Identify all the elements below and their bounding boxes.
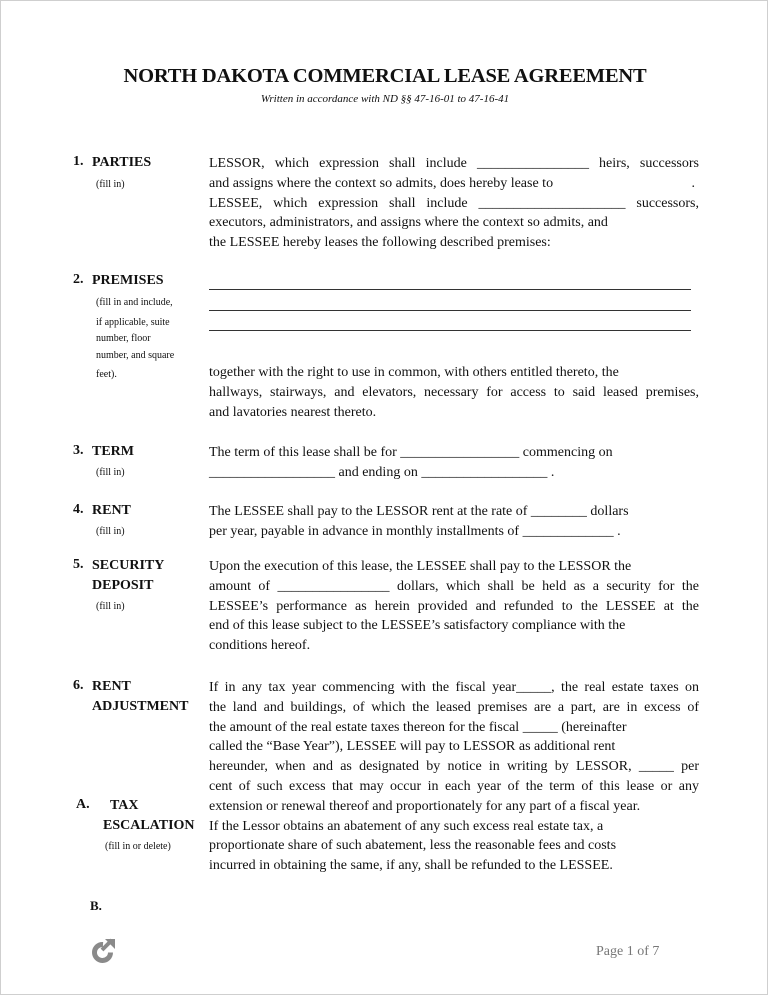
section-number: 1.: [73, 154, 84, 169]
section-body: [209, 678, 699, 876]
body-line: the land and buildings, of which the leased premises are a part, are in excess of: [209, 699, 699, 715]
body-line: [209, 174, 699, 194]
section-body: [209, 363, 699, 422]
body-line: conditions hereof.: [209, 638, 311, 654]
note-line: number, and square: [96, 349, 175, 361]
note-line: (fill in and include,: [96, 297, 173, 308]
body-line: the amount of the real estate taxes thereon for the fiscal _____ (hereinafter: [209, 719, 627, 735]
subsection-a-letter: A.: [76, 797, 90, 812]
body-line: LESSOR, which expression shall include ________________ heirs, successors: [209, 156, 699, 171]
premises-blank-lines: [209, 272, 699, 334]
note-line: if applicable, suite: [96, 316, 170, 328]
body-line: hallways, stairways, and elevators, necessary for access to said leased premises,: [209, 384, 699, 400]
section-heading: SECURITY: [92, 558, 165, 573]
body-line: incurred in obtaining the same, if any, shall be refunded to the LESSEE.: [209, 858, 613, 874]
section-note: (fill in): [96, 601, 125, 612]
body-line: the LESSEE hereby leases the following described premises:: [209, 235, 551, 251]
body-line: executors, administrators, and assigns where the context so admits, and: [209, 215, 608, 231]
premises-fill-line-2[interactable]: [209, 293, 691, 311]
body-line: LESSEE’s performance as herein provided and refunded to the LESSEE at the: [209, 598, 699, 614]
body-line: extension or renewal thereof and proportionately for any part of a fiscal year.: [209, 798, 641, 814]
section-body: [209, 502, 699, 542]
body-line: per year, payable in advance in monthly installments of _____________ .: [209, 523, 621, 539]
body-line: If the Lessor obtains an abatement of any such excess real estate tax, a: [209, 818, 604, 834]
subsection-b-letter: B.: [90, 898, 102, 913]
section-number: 6.: [73, 678, 84, 693]
section-heading: TERM: [92, 444, 134, 459]
section-heading: RENT: [92, 503, 131, 518]
section-heading-line-2: ADJUSTMENT: [92, 699, 189, 714]
section-note: [96, 295, 174, 384]
document-subtitle: Written in accordance with ND §§ 47-16-01 to 47-16-41: [260, 93, 510, 105]
section-body: [209, 154, 699, 253]
body-line: If in any tax year commencing with the fiscal year_____, the real estate taxes on: [209, 680, 699, 695]
body-line: proportionate share of such abatement, less the reasonable fees and costs: [209, 838, 617, 854]
section-heading: RENT: [92, 679, 131, 694]
body-line: together with the right to use in common, with others entitled thereto, the: [209, 365, 619, 380]
subsection-a-note: (fill in or delete): [105, 841, 171, 852]
section-note: (fill in): [96, 179, 125, 190]
body-line: cent of such excess that may occur in each year of the term of this lease or any: [209, 778, 699, 794]
page-number: Page 1 of 7: [596, 944, 660, 959]
subsection-a-heading-line-2: ESCALATION: [103, 818, 195, 833]
body-line: The LESSEE shall pay to the LESSOR rent at the rate of ________ dollars: [209, 504, 629, 519]
body-line: Upon the execution of this lease, the LESSEE shall pay to the LESSOR the: [209, 559, 632, 574]
eforms-arrow-logo-icon: [90, 937, 118, 965]
section-body: [209, 443, 699, 483]
body-line-text: and assigns where the context so admits, does hereby lease to: [209, 175, 554, 191]
section-heading: PREMISES: [92, 273, 164, 288]
body-line: called the “Base Year”), LESSEE will pay to LESSOR as additional rent: [209, 739, 616, 755]
section-heading-line-2: DEPOSIT: [92, 578, 154, 593]
body-line: __________________ and ending on __________________ .: [209, 464, 555, 480]
section-number: 3.: [73, 443, 84, 458]
subsection-a-heading: TAX: [110, 798, 139, 813]
premises-fill-line-1[interactable]: [209, 272, 691, 290]
section-note: (fill in): [96, 467, 125, 478]
body-line: end of this lease subject to the LESSEE’s satisfactory compliance with the: [209, 618, 626, 634]
body-line: amount of ________________ dollars, which shall be held as a security for the: [209, 578, 699, 594]
section-number: 4.: [73, 502, 84, 517]
body-line: and lavatories nearest thereto.: [209, 404, 377, 420]
body-line: LESSEE, which expression shall include _____________________ successors,: [209, 195, 699, 211]
line-end-period: .: [691, 175, 695, 191]
section-body: [209, 557, 699, 656]
note-line: number, floor: [96, 333, 151, 344]
section-number: 5.: [73, 557, 84, 572]
premises-fill-line-3[interactable]: [209, 313, 691, 331]
section-number: 2.: [73, 272, 84, 287]
document-title: NORTH DAKOTA COMMERCIAL LEASE AGREEMENT: [123, 65, 647, 87]
section-note: (fill in): [96, 526, 125, 537]
section-heading: PARTIES: [92, 155, 152, 170]
body-line: The term of this lease shall be for _________________ commencing on: [209, 445, 613, 460]
note-line: feet).: [96, 369, 117, 380]
body-line: hereunder, when and as designated by notice in writing by LESSOR, _____ per: [209, 759, 699, 775]
